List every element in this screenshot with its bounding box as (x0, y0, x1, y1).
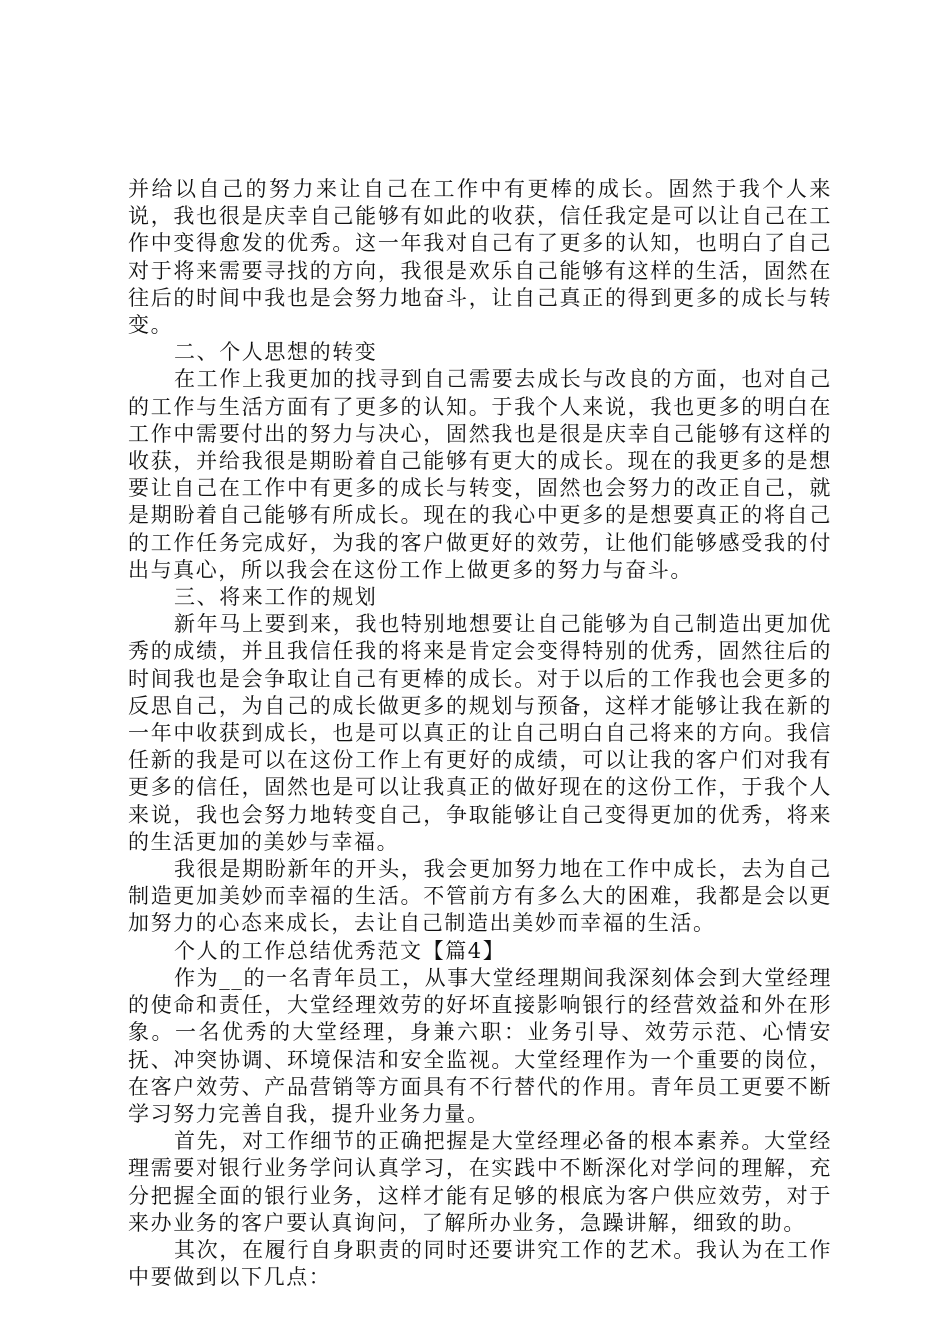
paragraph-lobby-manager-intro: 作为__的一名青年员工，从事大堂经理期间我深刻体会到大堂经理的使命和责任，大堂经理效劳的好坏直接影响银行的经营效益和外在形象。一名优秀的大堂经理，身兼六职：业务引导、效劳示范、心情安抚、冲突协调、环境保洁和安全监视。大堂经理作为一个重要的岗位，在客户效劳、产品营销等方面具有不行替代的作用。青年员工更要不断学习努力完善自我，提升业务力量。 (128, 965, 832, 1126)
section-heading-thought-change: 二、个人思想的转变 (174, 340, 378, 365)
paragraph-future-plan: 新年马上要到来，我也特别地想要让自己能够为自己制造出更加优秀的成绩，并且我信任我的将来是肯定会变得特别的优秀，固然往后的时间我也是会争取让自己有更棒的成长。对于以后的工作我也会更多的反思自己，为自己的成长做更多的规划与预备，这样才能够让我在新的一年中收获到成长，也是可以真正的让自己明白自己将来的方向。我信任新的我是可以在这份工作上有更好的成绩，可以让我的客户们对我有更多的信任，固然也是可以让我真正的做好现在的这份工作，于我个人来说，我也会努力地转变自己，争取能够让自己变得更加的优秀，将来的生活更加的美妙与幸福。 (128, 612, 832, 854)
paragraph-thought-change: 在工作上我更加的找寻到自己需要去成长与改良的方面，也对自己的工作与生活方面有了更多的认知。于我个人来说，我也更多的明白在工作中需要付出的努力与决心，固然我也是很是庆幸自己能够有这样的收获，并给我很是期盼着自己能够有更大的成长。现在的我更多的是想要让自己在工作中有更多的成长与转变，固然也会努力的改正自己，就是期盼着自己能够有所成长。现在的我心中更多的是想要真正的将自己的工作任务完成好，为我的客户做更好的效劳，让他们能够感受我的付出与真心，所以我会在这份工作上做更多的努力与奋斗。 (128, 367, 832, 582)
paragraph-second-point: 其次，在履行自身职责的同时还要讲究工作的艺术。我认为在工作中要做到以下几点： (128, 1237, 832, 1290)
paragraph-new-year-hope: 我很是期盼新年的开头，我会更加努力地在工作中成长，去为自己制造更加美妙而幸福的生活。不管前方有多么大的困难，我都是会以更加努力的心态来成长，去让自己制造出美妙而幸福的生活。 (128, 857, 832, 936)
paragraph-intro-continued: 并给以自己的努力来让自己在工作中有更棒的成长。固然于我个人来说，我也很是庆幸自己能够有如此的收获，信任我定是可以让自己在工作中变得愈发的优秀。这一年我对自己有了更多的认知，也明白了自己对于将来需要寻找的方向，我很是欢乐自己能够有这样的生活，固然在往后的时间中我也是会努力地奋斗，让自己真正的得到更多的成长与转变。 (128, 177, 832, 338)
section-heading-future-plan: 三、将来工作的规划 (174, 585, 378, 610)
document-page (128, 176, 832, 1291)
article-title-part-4: 个人的工作总结优秀范文【篇4】 (174, 938, 506, 963)
paragraph-first-point: 首先，对工作细节的正确把握是大堂经理必备的根本素养。大堂经理需要对银行业务学问认真学习，在实践中不断深化对学问的理解，充分把握全面的银行业务，这样才能有足够的根底为客户供应效劳，对于来办业务的客户要认真询问，了解所办业务，急躁讲解，细致的助。 (128, 1129, 832, 1235)
